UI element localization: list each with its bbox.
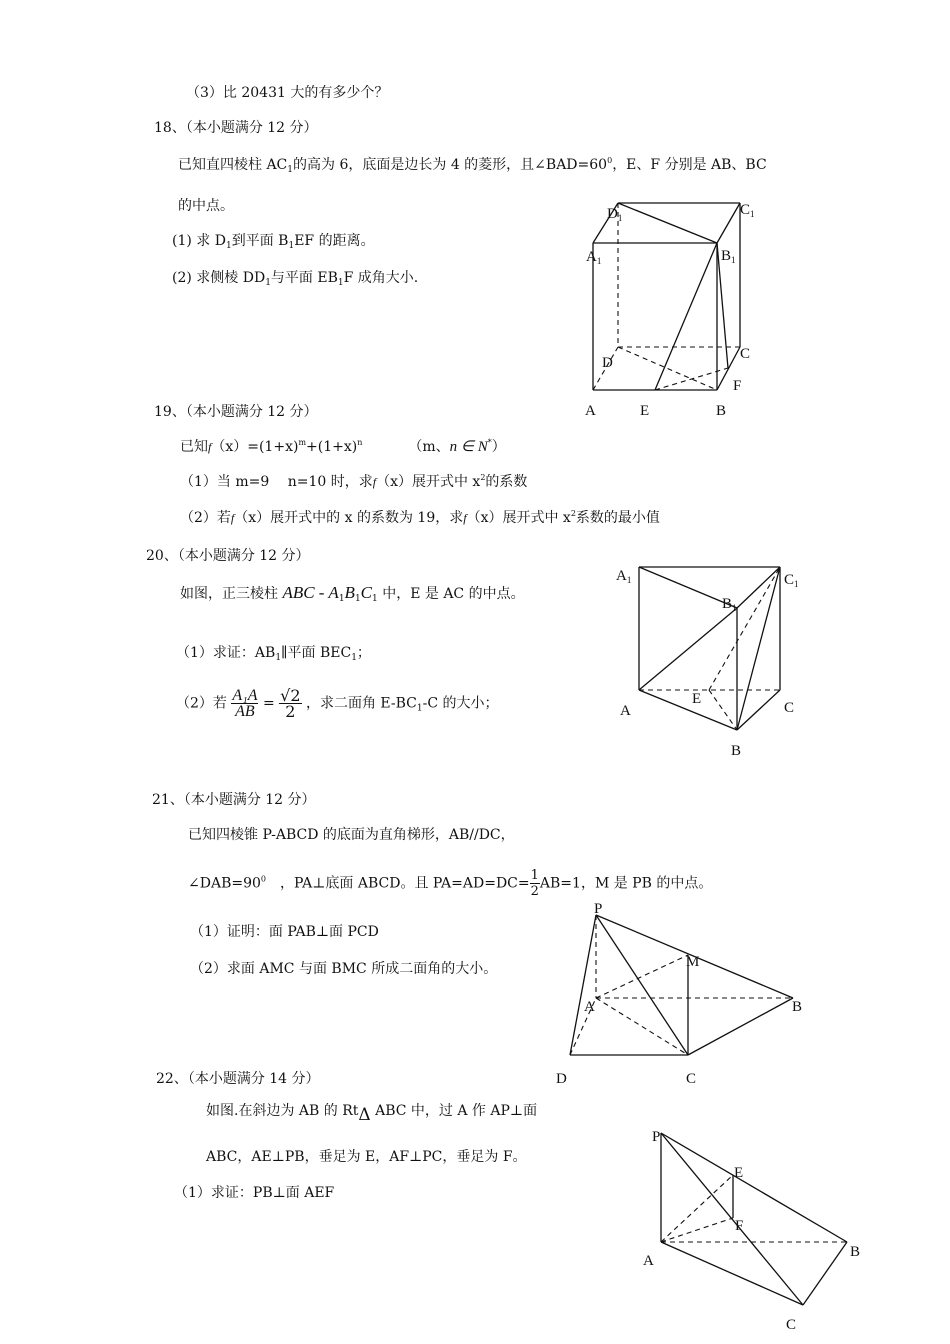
q18-label-d1: $D_1$	[607, 206, 623, 223]
q21-label-b: B	[792, 999, 803, 1015]
q21-label-m: M	[686, 954, 700, 970]
q22-part1: （1）求证：PB⊥面 AEF	[174, 1185, 335, 1201]
q21-part2: （2）求面 AMC 与面 BMC 所成二面角的大小。	[190, 961, 498, 977]
q20-label-b: B	[731, 743, 742, 759]
q18-label-a: A	[585, 403, 596, 419]
q18-label-b: B	[716, 403, 727, 419]
q20-label-c: C	[784, 700, 795, 716]
q22-label-f: F	[735, 1218, 744, 1234]
q22-label-a: A	[643, 1253, 654, 1269]
q21-stem-line2: $\angle DAB=90^0$ ，PA⊥底面 ABCD。且 PA=AD=DC= $\frac{1}{2}$ AB=1，M 是 PB 的中点。	[188, 868, 713, 899]
q20-label-b1: $B_1$	[722, 596, 737, 613]
q22-label-c: C	[786, 1317, 797, 1333]
q22-stem-line2: ABC，AE⊥PB，垂足为 E，AF⊥PC，垂足为 F。	[206, 1149, 527, 1165]
q22-label-p: P	[652, 1129, 661, 1145]
q18-label-f: F	[733, 378, 742, 394]
q17-part3: （3）比 20431 大的有多少个？	[186, 85, 389, 101]
q20-label-e: E	[692, 691, 702, 707]
q19-header: 19、（本小题满分 12 分）	[154, 404, 318, 420]
q18-label-e: E	[640, 403, 650, 419]
q21-stem-line1: 已知四棱锥 P-ABCD 的底面为直角梯形，AB//DC，	[188, 827, 515, 843]
q22-tetrahedron-figure	[661, 1133, 847, 1305]
q22-label-e: E	[734, 1165, 744, 1181]
q20-part2: （2）若 $\frac{\text{A₁A}}{AB}$ = $\frac{√2}{2}$ ，求二面角 $E-BC_1-C$ 的大小；	[176, 686, 499, 721]
q18-prism-figure	[593, 203, 740, 390]
q21-header: 21、（本小题满分 12 分）	[152, 792, 316, 808]
q20-part1: （1）求证：$AB_1\parallel$平面 $BEC_1$；	[176, 645, 371, 663]
q21-label-p: P	[594, 901, 603, 917]
q18-label-a1: $A_1$	[586, 249, 602, 266]
q20-label-a: A	[620, 703, 631, 719]
q19-part1: （1）当 m=9 n=10 时，求f（x）展开式中 $x^2$的系数	[180, 473, 528, 490]
q18-label-b1: $B_1$	[721, 248, 736, 265]
q20-prism-figure	[639, 567, 780, 730]
q20-stem: 如图，正三棱柱 ABC - $A_1B_1C_1$ 中，E 是 AC 的中点。	[180, 583, 525, 604]
q20-header: 20、（本小题满分 12 分）	[146, 548, 310, 564]
q19-part2: （2）若f（x）展开式中的 x 的系数为 19，求f（x）展开式中 $x^2$系数的最小值	[180, 509, 660, 526]
q18-part2: (2) 求侧棱 $DD_1$与平面 $EB_1F$ 成角大小.	[172, 270, 419, 288]
q19-stem: 已知$f(x)=(1+x)^m+(1+x)^n$ （m、n ∈ N*）	[180, 438, 506, 455]
q21-pyramid-figure	[570, 915, 793, 1055]
q22-label-b: B	[850, 1244, 861, 1260]
q20-label-c1: $C_1$	[784, 572, 799, 589]
q21-label-d: D	[556, 1071, 567, 1087]
q22-stem-line1: 如图.在斜边为 AB 的 RtΔ ABC 中，过 A 作 AP⊥面	[206, 1103, 538, 1125]
q22-header: 22、（本小题满分 14 分）	[156, 1071, 320, 1087]
q18-label-c1: $C_1$	[740, 202, 755, 219]
q18-label-d: D	[602, 355, 613, 371]
q18-label-c: C	[740, 346, 751, 362]
q18-stem-line2: 的中点。	[178, 198, 234, 214]
q18-header: 18、（本小题满分 12 分）	[154, 120, 318, 136]
q18-stem-line1: 已知直四棱柱 $AC_1$的高为 6，底面是边长为 4 的菱形，且$\angle BAD=60^0$，E、F 分别是 AB、BC	[178, 156, 767, 175]
q18-part1: (1) 求 $D_1$到平面 $B_1EF$ 的距离。	[172, 233, 375, 251]
q21-label-a: A	[584, 999, 595, 1015]
q21-label-c: C	[686, 1071, 697, 1087]
q21-part1: （1）证明：面 PAB⊥面 PCD	[190, 924, 379, 940]
q20-label-a1: $A_1$	[616, 568, 632, 585]
